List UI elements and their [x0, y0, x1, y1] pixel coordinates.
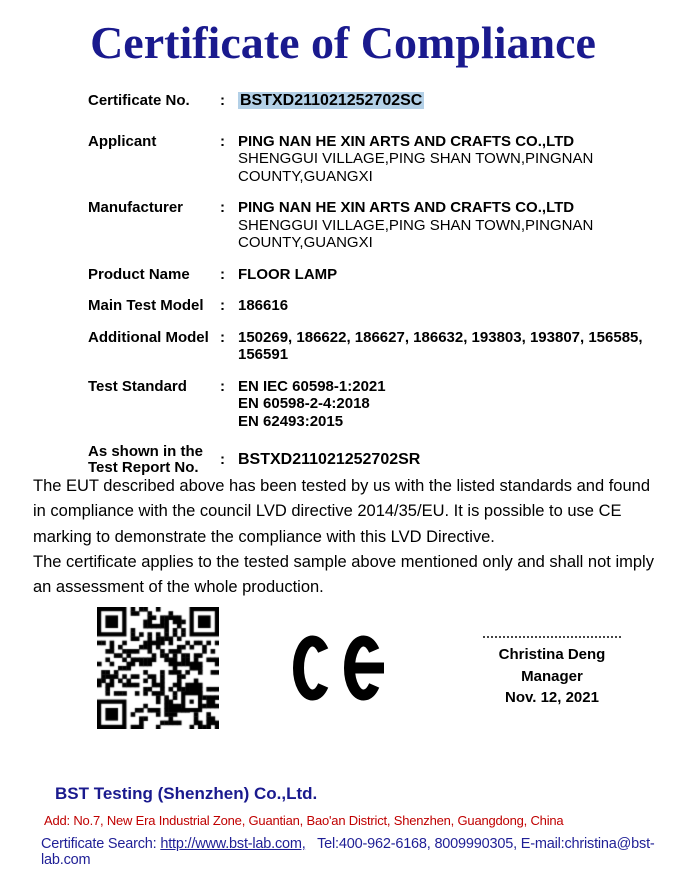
field-separator: :	[220, 297, 225, 314]
field-test-standard	[88, 378, 648, 431]
applicant-name: PING NAN HE XIN ARTS AND CRAFTS CO.,LTD	[238, 132, 575, 150]
field-separator: :	[220, 132, 225, 150]
field-separator: :	[220, 199, 225, 216]
test-report-number: BSTXD211021252702SR	[238, 451, 421, 469]
field-label: Certificate No.	[88, 92, 190, 109]
field-separator: :	[220, 265, 225, 283]
field-separator: :	[220, 377, 225, 395]
statement-paragraph-2: The certificate applies to the tested sample above mentioned only and shall not imply an assessment of the whole production.	[33, 552, 654, 597]
certificate-search-line	[41, 836, 661, 868]
certificate-number-highlighted: BSTXD211021252702SC	[240, 92, 423, 109]
qr-code-icon	[97, 607, 219, 729]
manufacturer-address-line: SHENGGUI VILLAGE,PING SHAN TOWN,PINGNAN	[238, 216, 594, 234]
footer	[41, 784, 661, 868]
signer-role: Manager	[521, 667, 583, 685]
additional-model-line: 150269, 186622, 186627, 186632, 193803, 193807, 156585,	[238, 328, 643, 346]
field-label	[88, 444, 220, 476]
statement-paragraph-1: The EUT described above has been tested by us with the listed standards and found in compliance with the council LVD directive 2014/35/EU. It is possible to use CE marking to demonstrate the compliance with this LVD Directive.	[33, 477, 651, 546]
field-label: Applicant	[88, 132, 157, 150]
field-main-test-model	[88, 297, 648, 315]
footer-contact-info: Tel:400-962-6168, 8009990305, E-mail:christina@bst-lab.com	[41, 836, 655, 868]
field-applicant	[88, 133, 648, 186]
additional-model-line: 156591	[238, 346, 289, 363]
field-test-report-no	[88, 444, 648, 476]
statement-text	[33, 474, 657, 600]
field-label: Test Standard	[88, 377, 187, 395]
field-separator: :	[220, 328, 225, 346]
field-label-line: As shown in the	[88, 443, 204, 460]
field-additional-model	[88, 329, 648, 364]
applicant-address-line: SHENGGUI VILLAGE,PING SHAN TOWN,PINGNAN	[238, 150, 594, 167]
field-label: Additional Model	[88, 328, 209, 346]
ce-mark-icon	[291, 633, 391, 708]
manufacturer-address-line: COUNTY,GUANGXI	[238, 234, 373, 251]
certificate-search-label: Certificate Search:	[41, 836, 157, 852]
signature-date: Nov. 12, 2021	[505, 689, 599, 706]
lab-company-name: BST Testing (Shenzhen) Co.,Ltd.	[55, 784, 318, 803]
signature-block	[460, 636, 644, 709]
field-label: Manufacturer	[88, 199, 184, 216]
applicant-address-line: COUNTY,GUANGXI	[238, 167, 373, 185]
ce-mark-svg	[291, 633, 391, 703]
certificate-search-link[interactable]: http://www.bst-lab.com,	[160, 836, 306, 852]
lab-address: Add: No.7, New Era Industrial Zone, Guantian, Bao'an District, Shenzhen, Guangdong, China	[44, 813, 564, 828]
field-separator: :	[220, 92, 225, 109]
signature-dotted-line	[483, 636, 621, 638]
test-standard-line: EN IEC 60598-1:2021	[238, 377, 386, 395]
product-name-value: FLOOR LAMP	[238, 265, 338, 283]
field-certificate-no	[88, 92, 648, 110]
page-title: Certificate of Compliance	[90, 17, 596, 68]
test-standard-line: EN 60598-2-4:2018	[238, 395, 370, 412]
field-product-name	[88, 266, 648, 284]
main-test-model-value: 186616	[238, 297, 289, 314]
certificate-fields	[88, 92, 648, 490]
field-label-line: Test Report No.	[88, 459, 199, 476]
test-standard-line: EN 62493:2015	[238, 412, 344, 430]
qr-code	[97, 607, 219, 729]
manufacturer-name: PING NAN HE XIN ARTS AND CRAFTS CO.,LTD	[238, 199, 575, 216]
field-label: Main Test Model	[88, 297, 204, 314]
field-label: Product Name	[88, 265, 190, 283]
field-separator: :	[220, 451, 225, 469]
field-manufacturer	[88, 199, 648, 252]
signer-name: Christina Deng	[498, 646, 606, 663]
